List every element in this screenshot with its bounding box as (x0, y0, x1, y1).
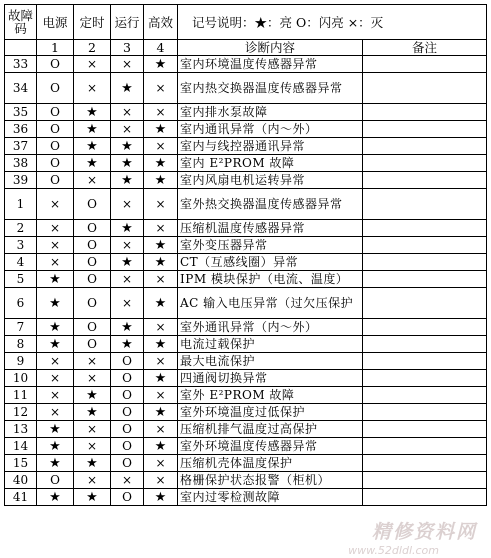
diagnosis-cell: 室内通讯异常（内～外） (178, 121, 363, 138)
run-led-cell: × (111, 56, 144, 73)
col-header-high-efficiency: 高效 (144, 5, 178, 40)
col-number-blank (5, 40, 37, 56)
diagnosis-cell: 格栅保护状态报警（柜机） (178, 472, 363, 489)
power-led-cell: O (37, 155, 74, 172)
fault-code-cell: 37 (5, 138, 37, 155)
run-led-cell: ★ (111, 254, 144, 271)
remarks-cell (363, 155, 487, 172)
remarks-cell (363, 336, 487, 353)
run-led-cell: ★ (111, 138, 144, 155)
power-led-cell: ★ (37, 271, 74, 288)
remarks-cell (363, 421, 487, 438)
table-row (5, 421, 487, 438)
run-led-cell: ★ (111, 220, 144, 237)
table-row (5, 220, 487, 237)
run-led-cell: O (111, 455, 144, 472)
timer-led-cell: O (74, 220, 111, 237)
high-efficiency-led-cell: × (144, 271, 178, 288)
power-led-cell: ★ (37, 421, 74, 438)
power-led-cell: O (37, 138, 74, 155)
power-led-cell: × (37, 237, 74, 254)
timer-led-cell: O (74, 254, 111, 271)
remarks-cell (363, 220, 487, 237)
timer-led-cell: O (74, 288, 111, 319)
run-led-cell: ★ (111, 155, 144, 172)
fault-code-cell: 15 (5, 455, 37, 472)
table-row (5, 56, 487, 73)
remarks-cell (363, 353, 487, 370)
power-led-cell: O (37, 56, 74, 73)
diagnosis-cell: 最大电流保护 (178, 353, 363, 370)
timer-led-cell: ★ (74, 404, 111, 421)
power-led-cell: × (37, 220, 74, 237)
timer-led-cell: × (74, 370, 111, 387)
table-row (5, 319, 487, 336)
timer-led-cell: × (74, 421, 111, 438)
fault-code-cell: 39 (5, 172, 37, 189)
fault-code-cell: 3 (5, 237, 37, 254)
timer-led-cell: ★ (74, 489, 111, 506)
table-row (5, 370, 487, 387)
high-efficiency-led-cell: ★ (144, 336, 178, 353)
high-efficiency-led-cell: × (144, 104, 178, 121)
run-led-cell: × (111, 104, 144, 121)
remarks-cell (363, 438, 487, 455)
high-efficiency-led-cell: ★ (144, 155, 178, 172)
col-header-remarks: 备注 (363, 40, 487, 56)
power-led-cell: ★ (37, 438, 74, 455)
run-led-cell: ★ (111, 336, 144, 353)
remarks-cell (363, 271, 487, 288)
run-led-cell: O (111, 387, 144, 404)
table-row (5, 455, 487, 472)
remarks-cell (363, 489, 487, 506)
high-efficiency-led-cell: ★ (144, 370, 178, 387)
high-efficiency-led-cell: × (144, 189, 178, 220)
header-row (5, 5, 487, 40)
high-efficiency-led-cell: × (144, 138, 178, 155)
diagnosis-cell: 四通阀切换异常 (178, 370, 363, 387)
diagnosis-cell: CT（互感线圈）异常 (178, 254, 363, 271)
run-led-cell: O (111, 489, 144, 506)
diagnosis-cell: 室外 E²PROM 故障 (178, 387, 363, 404)
fault-code-cell: 1 (5, 189, 37, 220)
fault-code-cell: 40 (5, 472, 37, 489)
run-led-cell: ★ (111, 172, 144, 189)
power-led-cell: ★ (37, 489, 74, 506)
fault-code-cell: 11 (5, 387, 37, 404)
timer-led-cell: O (74, 237, 111, 254)
power-led-cell: × (37, 387, 74, 404)
power-led-cell: × (37, 189, 74, 220)
table-row (5, 104, 487, 121)
remarks-cell (363, 319, 487, 336)
remarks-cell (363, 172, 487, 189)
high-efficiency-led-cell: ★ (144, 438, 178, 455)
high-efficiency-led-cell: × (144, 73, 178, 104)
run-led-cell: × (111, 472, 144, 489)
high-efficiency-led-cell: × (144, 387, 178, 404)
timer-led-cell: O (74, 336, 111, 353)
remarks-cell (363, 370, 487, 387)
diagnosis-cell: 室内排水泵故障 (178, 104, 363, 121)
col-header-power: 电源 (37, 5, 74, 40)
table-row (5, 237, 487, 254)
fault-code-cell: 14 (5, 438, 37, 455)
diagnosis-cell: 室内过零检测故障 (178, 489, 363, 506)
table-row (5, 353, 487, 370)
run-led-cell: × (111, 288, 144, 319)
header-number-row (5, 40, 487, 56)
timer-led-cell: O (74, 271, 111, 288)
table-row (5, 138, 487, 155)
remarks-cell (363, 237, 487, 254)
table-row (5, 189, 487, 220)
power-led-cell: × (37, 353, 74, 370)
run-led-cell: × (111, 237, 144, 254)
high-efficiency-led-cell: × (144, 421, 178, 438)
diagnosis-cell: 电流过载保护 (178, 336, 363, 353)
remarks-cell (363, 404, 487, 421)
high-efficiency-led-cell: ★ (144, 237, 178, 254)
power-led-cell: ★ (37, 336, 74, 353)
remarks-cell (363, 288, 487, 319)
fault-code-cell: 10 (5, 370, 37, 387)
col-number-4: 4 (144, 40, 178, 56)
table-row (5, 404, 487, 421)
run-led-cell: O (111, 421, 144, 438)
fault-code-cell: 8 (5, 336, 37, 353)
power-led-cell: ★ (37, 455, 74, 472)
table-row (5, 288, 487, 319)
run-led-cell: × (111, 121, 144, 138)
high-efficiency-led-cell: ★ (144, 56, 178, 73)
timer-led-cell: × (74, 353, 111, 370)
fault-code-cell: 2 (5, 220, 37, 237)
power-led-cell: × (37, 370, 74, 387)
diagnosis-cell: 压缩机温度传感器异常 (178, 220, 363, 237)
fault-code-cell: 33 (5, 56, 37, 73)
remarks-cell (363, 387, 487, 404)
timer-led-cell: × (74, 73, 111, 104)
timer-led-cell: × (74, 472, 111, 489)
legend: 记号说明：★：亮 O：闪亮 ×：灭 (178, 5, 487, 40)
timer-led-cell: ★ (74, 155, 111, 172)
table-row (5, 472, 487, 489)
timer-led-cell: × (74, 172, 111, 189)
table-row (5, 438, 487, 455)
table-row (5, 172, 487, 189)
fault-code-cell: 4 (5, 254, 37, 271)
diagnosis-cell: 室外环境温度传感器异常 (178, 438, 363, 455)
diagnosis-cell: 压缩机排气温度过高保护 (178, 421, 363, 438)
fault-code-cell: 9 (5, 353, 37, 370)
remarks-cell (363, 455, 487, 472)
fault-code-cell: 12 (5, 404, 37, 421)
run-led-cell: O (111, 370, 144, 387)
timer-led-cell: O (74, 319, 111, 336)
watermark-url: www.52dldl.com (348, 544, 439, 557)
table-row (5, 121, 487, 138)
power-led-cell: ★ (37, 319, 74, 336)
high-efficiency-led-cell: ★ (144, 404, 178, 421)
col-number-2: 2 (74, 40, 111, 56)
watermark-text: 精修资料网 (371, 521, 477, 543)
fault-code-table (4, 4, 487, 506)
timer-led-cell: ★ (74, 104, 111, 121)
table-row (5, 489, 487, 506)
col-header-timer: 定时 (74, 5, 111, 40)
col-number-3: 3 (111, 40, 144, 56)
high-efficiency-led-cell: ★ (144, 121, 178, 138)
high-efficiency-led-cell: × (144, 220, 178, 237)
diagnosis-cell: 室外热交换器温度传感器异常 (178, 189, 363, 220)
fault-code-cell: 7 (5, 319, 37, 336)
run-led-cell: ★ (111, 73, 144, 104)
diagnosis-cell: 室外变压器异常 (178, 237, 363, 254)
power-led-cell: × (37, 404, 74, 421)
fault-code-cell: 13 (5, 421, 37, 438)
diagnosis-cell: AC 输入电压异常（过欠压保护 (178, 288, 363, 319)
high-efficiency-led-cell: ★ (144, 288, 178, 319)
remarks-cell (363, 104, 487, 121)
fault-code-cell: 36 (5, 121, 37, 138)
power-led-cell: O (37, 172, 74, 189)
diagnosis-cell: 室内 E²PROM 故障 (178, 155, 363, 172)
col-header-code: 故障码 (5, 5, 37, 40)
col-header-run: 运行 (111, 5, 144, 40)
high-efficiency-led-cell: ★ (144, 172, 178, 189)
diagnosis-cell: IPM 模块保护（电流、温度） (178, 271, 363, 288)
run-led-cell: O (111, 353, 144, 370)
timer-led-cell: ★ (74, 455, 111, 472)
run-led-cell: O (111, 404, 144, 421)
remarks-cell (363, 254, 487, 271)
high-efficiency-led-cell: ★ (144, 254, 178, 271)
diagnosis-cell: 室内环境温度传感器异常 (178, 56, 363, 73)
timer-led-cell: ★ (74, 121, 111, 138)
remarks-cell (363, 56, 487, 73)
remarks-cell (363, 189, 487, 220)
fault-code-table-body (5, 5, 487, 506)
remarks-cell (363, 138, 487, 155)
fault-code-cell: 35 (5, 104, 37, 121)
diagnosis-cell: 室外通讯异常（内～外） (178, 319, 363, 336)
power-led-cell: O (37, 73, 74, 104)
high-efficiency-led-cell: × (144, 319, 178, 336)
timer-led-cell: ★ (74, 387, 111, 404)
diagnosis-cell: 室外环境温度过低保护 (178, 404, 363, 421)
high-efficiency-led-cell: × (144, 455, 178, 472)
power-led-cell: O (37, 472, 74, 489)
run-led-cell: × (111, 271, 144, 288)
power-led-cell: O (37, 121, 74, 138)
power-led-cell: × (37, 254, 74, 271)
remarks-cell (363, 472, 487, 489)
col-header-diagnosis: 诊断内容 (178, 40, 363, 56)
fault-code-cell: 41 (5, 489, 37, 506)
timer-led-cell: O (74, 189, 111, 220)
timer-led-cell: × (74, 438, 111, 455)
fault-code-cell: 5 (5, 271, 37, 288)
fault-code-cell: 38 (5, 155, 37, 172)
timer-led-cell: ★ (74, 138, 111, 155)
power-led-cell: ★ (37, 288, 74, 319)
table-row (5, 155, 487, 172)
high-efficiency-led-cell: × (144, 353, 178, 370)
timer-led-cell: × (74, 56, 111, 73)
table-row (5, 73, 487, 104)
table-row (5, 254, 487, 271)
diagnosis-cell: 压缩机壳体温度保护 (178, 455, 363, 472)
diagnosis-cell: 室内风扇电机运转异常 (178, 172, 363, 189)
fault-code-cell: 6 (5, 288, 37, 319)
fault-code-cell: 34 (5, 73, 37, 104)
run-led-cell: ★ (111, 319, 144, 336)
power-led-cell: O (37, 104, 74, 121)
high-efficiency-led-cell: ★ (144, 489, 178, 506)
run-led-cell: O (111, 438, 144, 455)
col-number-1: 1 (37, 40, 74, 56)
diagnosis-cell: 室内与线控器通讯异常 (178, 138, 363, 155)
remarks-cell (363, 73, 487, 104)
table-row (5, 271, 487, 288)
run-led-cell: × (111, 189, 144, 220)
high-efficiency-led-cell: × (144, 472, 178, 489)
table-row (5, 387, 487, 404)
diagnosis-cell: 室内热交换器温度传感器异常 (178, 73, 363, 104)
table-row (5, 336, 487, 353)
remarks-cell (363, 121, 487, 138)
